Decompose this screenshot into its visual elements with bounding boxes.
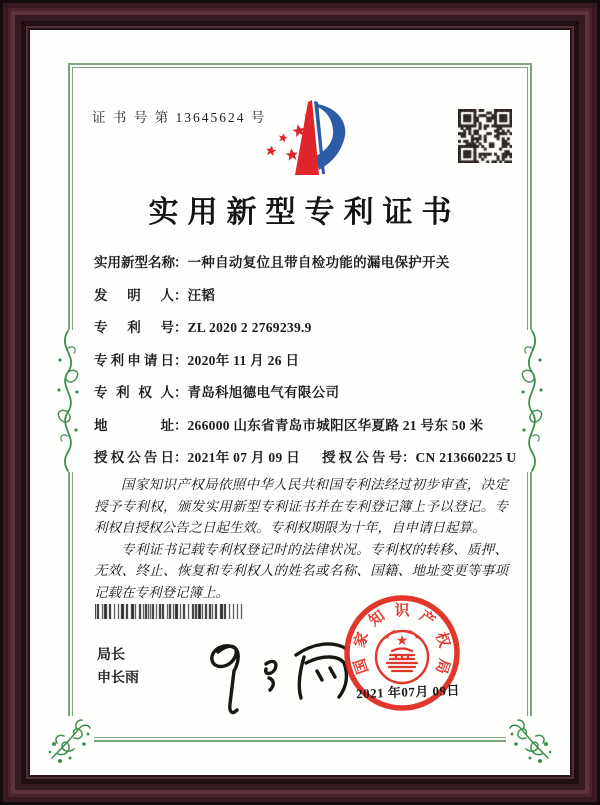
field-label: 专利申请日 — [94, 352, 174, 368]
seal-date: 2021 年07月 09日 — [355, 682, 461, 702]
field-label: 发明人 — [94, 287, 174, 303]
certificate-fields — [94, 253, 518, 481]
field-label: 实用新型名称 — [94, 255, 175, 270]
field-row: 发明人：汪韬 — [94, 286, 518, 306]
field-value: CN 213660225 U — [415, 450, 517, 465]
svg-text:家: 家 — [352, 630, 372, 650]
field-label: 地址 — [94, 417, 174, 433]
field-row: 地址：266000 山东省青岛市城阳区华夏路 21 号东 50 米 — [94, 416, 518, 436]
svg-text:★: ★ — [413, 633, 421, 641]
right-flourish-ornament-icon — [514, 330, 550, 472]
certificate-title: 实用新型专利证书 — [148, 196, 461, 229]
left-flourish-ornament-icon — [50, 330, 86, 472]
cnipa-logo-icon — [245, 94, 350, 182]
field-label: 专利号 — [94, 320, 174, 335]
field-row: 专利申请日：2020年 11 月 26 日 — [94, 351, 518, 371]
field-value: 266000 山东省青岛市城阳区华夏路 21 号东 50 米 — [187, 417, 484, 433]
field-value: 2020年 11 月 26 日 — [187, 352, 300, 368]
legal-paragraph: 专利证书记载专利权登记时的法律状况。专利权的转移、质押、无效、终止、恢复和专利权人的姓名或名称、国籍、地址变更等事项记载在专利登记簿上。 — [94, 541, 508, 600]
barcode-icon — [95, 604, 243, 619]
field-label: 授权公告号 — [322, 450, 402, 465]
field-row: 实用新型名称：一种自动复位且带自检功能的漏电保护开关 — [94, 253, 518, 273]
svg-text:权: 权 — [432, 630, 452, 650]
field-row: 专利权人：青岛科旭德电气有限公司 — [94, 383, 518, 403]
field-value: 2021年 07 月 09 日 — [187, 450, 300, 465]
field-value: 汪韬 — [187, 287, 216, 303]
legal-paragraph: 国家知识产权局依照中华人民共和国专利法经过初步审查，决定授予专利权，颁发实用新型专利证书并在专利登记簿上予以登记。专利权自授权公告之日起生效。专利权期限为十年，自申请日起算。 — [94, 477, 508, 535]
field-row: 授权公告日：2021年 07 月 09 日 — [94, 448, 322, 468]
certificate-number: 证 书 号 第 13645624 号 — [92, 110, 267, 125]
field-label: 授权公告日 — [94, 450, 174, 465]
svg-text:识: 识 — [394, 603, 410, 619]
director-signature-icon — [178, 622, 363, 727]
svg-text:★: ★ — [383, 633, 391, 641]
svg-text:★: ★ — [395, 633, 409, 649]
bottom-right-corner-ornament-icon — [506, 716, 556, 766]
svg-text:国: 国 — [352, 656, 372, 676]
certificate-paper — [30, 30, 570, 775]
signer-name: 申长雨 — [97, 669, 139, 685]
svg-text:产: 产 — [415, 608, 438, 630]
bottom-left-corner-ornament-icon — [44, 716, 94, 766]
field-value: 一种自动复位且带自检功能的漏电保护开关 — [187, 255, 450, 270]
field-value: ZL 2020 2 2769239.9 — [187, 320, 312, 335]
signer-title: 局长 — [97, 646, 125, 662]
field-value: 青岛科旭德电气有限公司 — [187, 385, 340, 400]
svg-text:★: ★ — [406, 628, 414, 636]
field-row: 授权公告号：CN 213660225 U — [322, 448, 516, 468]
svg-text:知: 知 — [366, 608, 389, 630]
svg-text:局: 局 — [432, 656, 452, 676]
svg-text:★: ★ — [390, 628, 398, 636]
field-label: 专利权人 — [94, 385, 174, 400]
field-row: 专利号：ZL 2020 2 2769239.9 — [94, 318, 518, 338]
qr-code-icon — [458, 109, 512, 163]
legal-paragraphs — [94, 474, 508, 603]
signer-block — [97, 643, 139, 689]
